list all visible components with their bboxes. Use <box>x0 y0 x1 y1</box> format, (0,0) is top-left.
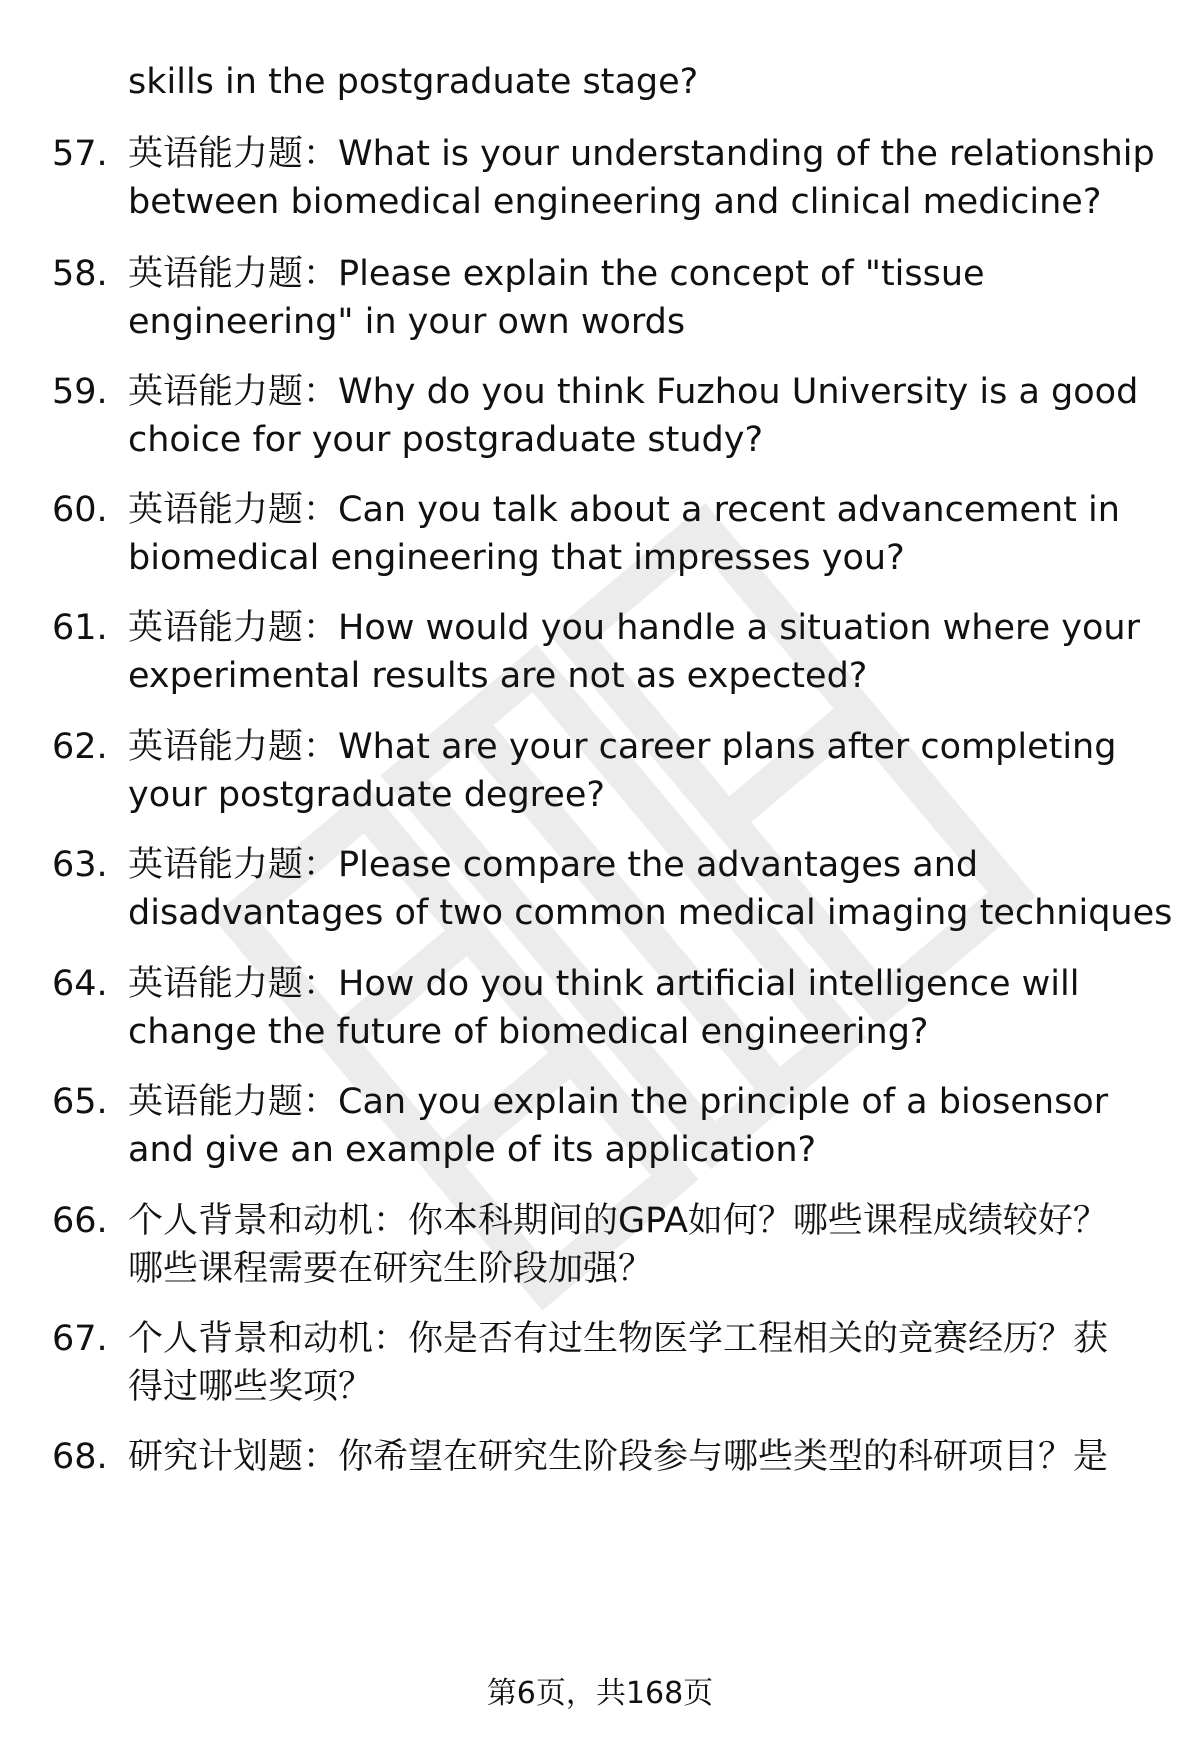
question-text: 英语能力题：What are your career plans after completing <box>128 727 1117 767</box>
question-text: experimental results are not as expected? <box>128 656 868 696</box>
question-text: change the future of biomedical engineering? <box>128 1012 929 1052</box>
question-text: 哪些课程需要在研究生阶段加强？ <box>128 1249 654 1289</box>
question-number: 63. <box>52 845 108 885</box>
question-number: 61. <box>52 608 108 648</box>
question-number: 62. <box>52 727 108 767</box>
question-text: 英语能力题：Can you explain the principle of a biosensor <box>128 1082 1109 1122</box>
question-text: 英语能力题：How would you handle a situation where your <box>128 608 1140 648</box>
question-text: biomedical engineering that impresses you? <box>128 538 905 578</box>
question-number: 60. <box>52 490 108 530</box>
page-number-footer: 第6页，共168页 <box>486 1676 714 1711</box>
question-text: 研究计划题：你希望在研究生阶段参与哪些类型的科研项目？是 <box>128 1437 1109 1477</box>
question-text: 个人背景和动机：你是否有过生物医学工程相关的竞赛经历？获 <box>128 1319 1109 1359</box>
question-number: 58. <box>52 254 108 294</box>
question-number: 66. <box>52 1201 108 1241</box>
question-text: your postgraduate degree? <box>128 775 605 815</box>
question-text: between biomedical engineering and clinical medicine? <box>128 182 1102 222</box>
question-number: 59. <box>52 372 108 412</box>
question-text: and give an example of its application? <box>128 1130 817 1170</box>
question-number: 67. <box>52 1319 108 1359</box>
question-text: 英语能力题：Why do you think Fuzhou University is a good <box>128 372 1139 412</box>
question-text: 英语能力题：Please compare the advantages and <box>128 845 979 885</box>
question-text: 英语能力题：What is your understanding of the relationship <box>128 134 1155 174</box>
question-text: 得过哪些奖项？ <box>128 1367 374 1407</box>
question-text: disadvantages of two common medical imaging techniques <box>128 893 1173 933</box>
question-text: 英语能力题：How do you think artificial intelligence will <box>128 964 1080 1004</box>
question-text: 英语能力题：Please explain the concept of "tissue <box>128 254 985 294</box>
question-text: engineering" in your own words <box>128 302 686 342</box>
continuation-text: skills in the postgraduate stage? <box>128 62 699 102</box>
question-number: 57. <box>52 134 108 174</box>
question-text: 个人背景和动机：你本科期间的GPA如何？哪些课程成绩较好？ <box>128 1201 1108 1241</box>
question-text: choice for your postgraduate study? <box>128 420 764 460</box>
question-number: 65. <box>52 1082 108 1122</box>
question-number: 64. <box>52 964 108 1004</box>
question-text: 英语能力题：Can you talk about a recent advancement in <box>128 490 1120 530</box>
question-number: 68. <box>52 1437 108 1477</box>
